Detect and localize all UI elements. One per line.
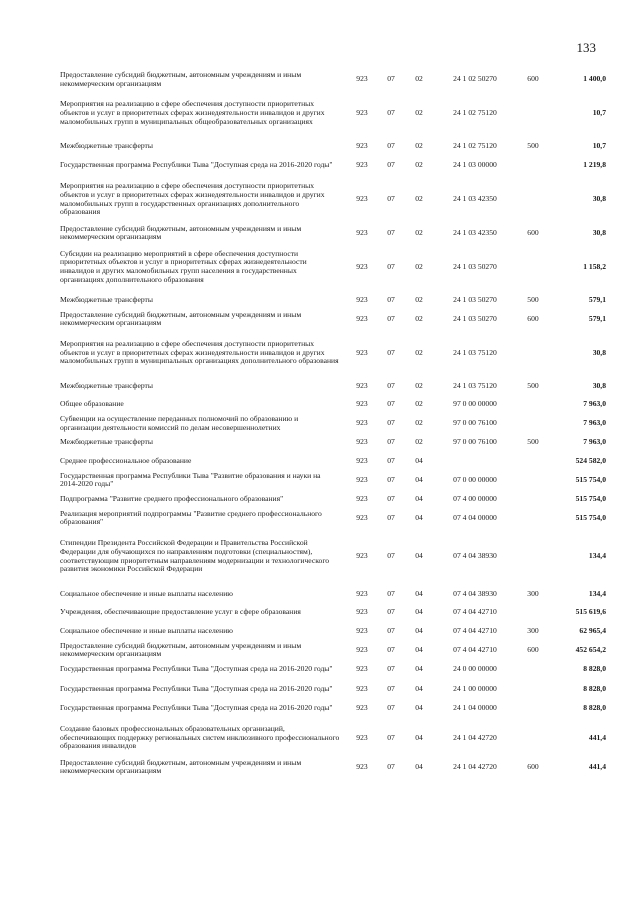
row-expense-type-code: 500	[527, 141, 539, 151]
row-amount: 1 158,2	[583, 261, 606, 271]
row-expense-type-code	[516, 528, 550, 585]
row-ved-code: 923	[356, 74, 368, 84]
table-row	[60, 758, 606, 778]
budget-table	[60, 70, 606, 777]
row-ved-code: 923	[356, 683, 368, 693]
row-amount: 8 828,0	[583, 664, 606, 674]
row-subsection-code: 02	[415, 437, 423, 447]
row-subsection-code: 04	[415, 761, 423, 771]
table-row	[60, 509, 606, 529]
row-section-code: 07	[387, 160, 395, 170]
row-section-code: 07	[387, 227, 395, 237]
row-target-article-code: 24 1 03 50270	[453, 294, 497, 304]
row-target-article-code: 24 1 03 50270	[453, 313, 497, 323]
row-section-code: 07	[387, 294, 395, 304]
row-subsection-code: 02	[415, 74, 423, 84]
row-ved-code: 923	[356, 551, 368, 561]
row-amount: 515 619,6	[575, 607, 606, 617]
row-amount: 62 965,4	[579, 625, 606, 635]
row-target-article-code: 24 1 03 42350	[453, 194, 497, 204]
row-subsection-code: 04	[415, 683, 423, 693]
row-name: Государственная программа Республики Тыва "Развитие образования и науки на 2014-2020 годы"	[60, 470, 321, 489]
row-amount: 30,8	[592, 194, 606, 204]
row-subsection-code: 02	[415, 108, 423, 118]
row-section-code: 07	[387, 683, 395, 693]
row-expense-type-code	[516, 243, 550, 291]
row-section-code: 07	[387, 703, 395, 713]
row-name: Субсидии на реализацию мероприятий в сфере обеспечения доступности приоритетных объектов и услуг в приоритетных сферах жизнедеятельности инвалидов и других маломобильных групп населения в государственных организациях дополнительного образования	[60, 248, 307, 284]
row-expense-type-code: 600	[527, 74, 539, 84]
row-amount: 515 754,0	[575, 512, 606, 522]
row-subsection-code: 02	[415, 380, 423, 390]
row-section-code: 07	[387, 474, 395, 484]
row-section-code: 07	[387, 108, 395, 118]
row-ved-code: 923	[356, 294, 368, 304]
row-subsection-code: 02	[415, 194, 423, 204]
row-target-article-code: 97 0 00 76100	[453, 418, 497, 428]
row-expense-type-code: 600	[527, 227, 539, 237]
row-ved-code: 923	[356, 732, 368, 742]
table-row	[60, 452, 606, 471]
row-ved-code: 923	[356, 418, 368, 428]
row-name: Социальное обеспечение и иные выплаты населению	[60, 625, 233, 635]
row-section-code: 07	[387, 74, 395, 84]
row-section-code: 07	[387, 644, 395, 654]
row-amount: 134,4	[588, 588, 606, 598]
row-section-code: 07	[387, 664, 395, 674]
row-amount: 579,1	[588, 313, 606, 323]
row-subsection-code: 04	[415, 607, 423, 617]
row-target-article-code: 24 1 04 00000	[453, 703, 497, 713]
row-ved-code: 923	[356, 313, 368, 323]
row-amount: 7 963,0	[583, 399, 606, 409]
row-section-code: 07	[387, 455, 395, 465]
row-expense-type-code: 600	[527, 644, 539, 654]
row-section-code: 07	[387, 551, 395, 561]
row-amount: 515 754,0	[575, 474, 606, 484]
row-expense-type-code	[516, 719, 550, 758]
row-subsection-code: 02	[415, 261, 423, 271]
row-ved-code: 923	[356, 227, 368, 237]
table-row	[60, 699, 606, 719]
table-row	[60, 660, 606, 680]
row-target-article-code: 24 0 00 00000	[453, 664, 497, 674]
row-section-code: 07	[387, 380, 395, 390]
table-row	[60, 243, 606, 291]
row-amount: 441,4	[588, 761, 606, 771]
row-amount: 515 754,0	[575, 493, 606, 503]
table-row	[60, 528, 606, 585]
row-subsection-code: 02	[415, 313, 423, 323]
row-target-article-code: 07 4 04 00000	[453, 512, 497, 522]
row-target-article-code	[434, 452, 516, 471]
table-row	[60, 396, 606, 415]
row-amount: 10,7	[592, 141, 606, 151]
table-row	[60, 490, 606, 509]
row-expense-type-code: 500	[527, 380, 539, 390]
row-name: Государственная программа Республики Тыва "Доступная среда на 2016-2020 годы"	[60, 703, 333, 713]
row-target-article-code: 24 1 04 42720	[453, 732, 497, 742]
row-amount: 1 219,8	[583, 160, 606, 170]
row-target-article-code: 24 1 03 50270	[453, 261, 497, 271]
row-name: Государственная программа Республики Тыва "Доступная среда на 2016-2020 годы"	[60, 664, 333, 674]
row-subsection-code: 02	[415, 347, 423, 357]
row-section-code: 07	[387, 261, 395, 271]
row-target-article-code: 97 0 00 76100	[453, 437, 497, 447]
row-section-code: 07	[387, 194, 395, 204]
row-section-code: 07	[387, 418, 395, 428]
row-name: Среднее профессиональное образование	[60, 455, 192, 465]
table-row	[60, 70, 606, 90]
row-amount: 30,8	[592, 380, 606, 390]
row-expense-type-code: 600	[527, 761, 539, 771]
row-expense-type-code	[516, 414, 550, 434]
row-ved-code: 923	[356, 625, 368, 635]
table-row	[60, 434, 606, 453]
row-subsection-code: 04	[415, 625, 423, 635]
row-section-code: 07	[387, 761, 395, 771]
table-row	[60, 138, 606, 157]
row-target-article-code: 24 1 03 75120	[453, 347, 497, 357]
row-name: Реализация мероприятий подпрограммы "Развитие среднего профессионального образования"	[60, 508, 322, 527]
row-subsection-code: 04	[415, 664, 423, 674]
row-ved-code: 923	[356, 607, 368, 617]
row-target-article-code: 07 4 04 38930	[453, 588, 497, 598]
row-target-article-code: 07 4 04 38930	[453, 551, 497, 561]
row-ved-code: 923	[356, 664, 368, 674]
row-expense-type-code: 300	[527, 588, 539, 598]
row-name: Государственная программа Республики Тыва "Доступная среда на 2016-2020 годы"	[60, 683, 333, 693]
row-amount: 452 654,2	[575, 644, 606, 654]
row-name: Подпрограмма "Развитие среднего профессионального образования"	[60, 493, 284, 503]
row-section-code: 07	[387, 512, 395, 522]
row-subsection-code: 04	[415, 551, 423, 561]
row-name: Межбюджетные трансферты	[60, 437, 153, 447]
row-name: Стипендии Президента Российской Федерации и Правительства Российской Федерации для обучающихся по направлениям подготовки (специальностям), соответствующим приоритетным направлениям модернизации и технологического развития экономики Российской Федерации	[60, 538, 330, 574]
row-expense-type-code: 300	[527, 625, 539, 635]
row-section-code: 07	[387, 437, 395, 447]
row-section-code: 07	[387, 493, 395, 503]
row-amount: 441,4	[588, 732, 606, 742]
row-ved-code: 923	[356, 493, 368, 503]
row-amount: 7 963,0	[583, 437, 606, 447]
row-subsection-code: 04	[415, 588, 423, 598]
row-amount: 8 828,0	[583, 683, 606, 693]
row-target-article-code: 07 4 00 00000	[453, 493, 497, 503]
row-target-article-code: 07 4 04 42710	[453, 644, 497, 654]
row-subsection-code: 02	[415, 399, 423, 409]
row-name: Создание базовых профессиональных образовательных организаций, обеспечивающих поддержку региональных систем инклюзивного профессионального образования инвалидов	[60, 723, 340, 751]
row-section-code: 07	[387, 625, 395, 635]
table-row	[60, 156, 606, 176]
table-row	[60, 604, 606, 623]
row-name: Предоставление субсидий бюджетным, автономным учреждениям и иным некоммерческим организациям	[60, 309, 302, 328]
row-ved-code: 923	[356, 644, 368, 654]
row-name: Мероприятия на реализацию в сфере обеспечения доступности приоритетных объектов и услуг в приоритетных сферах жизнедеятельности инвалидов и других маломобильных групп в муниципальных общеобразовательных организациях	[60, 99, 325, 126]
row-target-article-code: 97 0 00 00000	[453, 399, 497, 409]
row-expense-type-code	[516, 90, 550, 138]
row-ved-code: 923	[356, 761, 368, 771]
table-row	[60, 585, 606, 604]
row-name: Государственная программа Республики Тыва "Доступная среда на 2016-2020 годы"	[60, 160, 333, 170]
row-expense-type-code	[516, 452, 550, 471]
row-expense-type-code	[516, 176, 550, 224]
row-target-article-code: 24 1 03 75120	[453, 380, 497, 390]
row-ved-code: 923	[356, 512, 368, 522]
table-row	[60, 224, 606, 244]
row-target-article-code: 24 1 03 42350	[453, 227, 497, 237]
row-section-code: 07	[387, 347, 395, 357]
table-row	[60, 310, 606, 330]
row-target-article-code: 24 1 02 75120	[453, 108, 497, 118]
table-row	[60, 641, 606, 661]
table-row	[60, 719, 606, 758]
row-name: Предоставление субсидий бюджетным, автономным учреждениям и иным некоммерческим организациям	[60, 640, 302, 659]
row-expense-type-code	[516, 156, 550, 176]
row-ved-code: 923	[356, 108, 368, 118]
row-amount: 579,1	[588, 294, 606, 304]
table-row	[60, 291, 606, 310]
row-subsection-code: 02	[415, 160, 423, 170]
row-target-article-code: 07 4 04 42710	[453, 625, 497, 635]
row-name: Предоставление субсидий бюджетным, автономным учреждениям и иным некоммерческим организациям	[60, 757, 302, 776]
row-expense-type-code: 600	[527, 313, 539, 323]
row-subsection-code: 02	[415, 418, 423, 428]
row-ved-code: 923	[356, 455, 368, 465]
table-row	[60, 377, 606, 396]
row-ved-code: 923	[356, 437, 368, 447]
row-name: Межбюджетные трансферты	[60, 294, 153, 304]
table-row	[60, 90, 606, 138]
row-amount: 7 963,0	[583, 418, 606, 428]
row-expense-type-code	[516, 509, 550, 529]
table-row	[60, 680, 606, 700]
row-name: Предоставление субсидий бюджетным, автономным учреждениям и иным некоммерческим организациям	[60, 70, 302, 88]
row-subsection-code: 04	[415, 493, 423, 503]
row-amount: 30,8	[592, 347, 606, 357]
row-target-article-code: 07 4 04 42710	[453, 607, 497, 617]
row-subsection-code: 02	[415, 227, 423, 237]
row-name: Социальное обеспечение и иные выплаты населению	[60, 588, 233, 598]
row-name: Мероприятия на реализацию в сфере обеспечения доступности приоритетных объектов и услуг в приоритетных сферах жизнедеятельности инвалидов и других маломобильных групп в государственных организациях дополнительного образования	[60, 181, 325, 217]
row-ved-code: 923	[356, 588, 368, 598]
row-name: Субвенции на осуществление переданных полномочий по образованию и организации деятельности комиссий по делам несовершеннолетних	[60, 414, 299, 432]
row-name: Межбюджетные трансферты	[60, 141, 153, 151]
row-amount: 1 400,0	[583, 74, 606, 84]
row-name: Учреждения, обеспечивающие предоставление услуг в сфере образования	[60, 607, 301, 617]
page-number: 133	[576, 40, 596, 55]
row-ved-code: 923	[356, 703, 368, 713]
row-ved-code: 923	[356, 194, 368, 204]
row-ved-code: 923	[356, 380, 368, 390]
row-amount: 30,8	[592, 227, 606, 237]
row-expense-type-code: 500	[527, 294, 539, 304]
row-expense-type-code	[516, 329, 550, 377]
row-target-article-code: 07 0 00 00000	[453, 474, 497, 484]
row-expense-type-code	[516, 490, 550, 509]
row-expense-type-code	[516, 660, 550, 680]
row-section-code: 07	[387, 141, 395, 151]
row-subsection-code: 04	[415, 512, 423, 522]
row-expense-type-code	[516, 680, 550, 700]
row-section-code: 07	[387, 313, 395, 323]
row-subsection-code: 04	[415, 732, 423, 742]
row-subsection-code: 04	[415, 703, 423, 713]
row-subsection-code: 04	[415, 474, 423, 484]
row-section-code: 07	[387, 399, 395, 409]
table-row	[60, 176, 606, 224]
row-expense-type-code	[516, 471, 550, 491]
row-name: Предоставление субсидий бюджетным, автономным учреждениям и иным некоммерческим организациям	[60, 223, 302, 242]
row-ved-code: 923	[356, 261, 368, 271]
row-expense-type-code	[516, 396, 550, 415]
row-ved-code: 923	[356, 160, 368, 170]
row-name: Мероприятия на реализацию в сфере обеспечения доступности приоритетных объектов и услуг в приоритетных сферах жизнедеятельности инвалидов и других маломобильных групп в муниципальных организациях дополнительного образования	[60, 338, 339, 366]
row-ved-code: 923	[356, 347, 368, 357]
row-ved-code: 923	[356, 399, 368, 409]
row-target-article-code: 24 1 02 75120	[453, 141, 497, 151]
row-amount: 134,4	[588, 551, 606, 561]
row-expense-type-code	[516, 699, 550, 719]
row-name: Общее образование	[60, 399, 124, 409]
row-target-article-code: 24 1 03 00000	[453, 160, 497, 170]
table-row	[60, 471, 606, 491]
row-subsection-code: 04	[415, 455, 423, 465]
row-expense-type-code	[516, 604, 550, 623]
table-row	[60, 329, 606, 377]
row-target-article-code: 24 1 02 50270	[453, 74, 497, 84]
row-target-article-code: 24 1 00 00000	[453, 683, 497, 693]
row-name: Межбюджетные трансферты	[60, 380, 153, 390]
row-subsection-code: 02	[415, 294, 423, 304]
row-subsection-code: 02	[415, 141, 423, 151]
row-ved-code: 923	[356, 141, 368, 151]
row-ved-code: 923	[356, 474, 368, 484]
budget-table-body	[60, 70, 606, 777]
row-target-article-code: 24 1 04 42720	[453, 761, 497, 771]
row-subsection-code: 04	[415, 644, 423, 654]
row-amount: 10,7	[592, 108, 606, 118]
row-section-code: 07	[387, 732, 395, 742]
table-row	[60, 414, 606, 434]
row-expense-type-code: 500	[527, 437, 539, 447]
row-amount: 524 582,0	[575, 455, 606, 465]
row-section-code: 07	[387, 607, 395, 617]
table-row	[60, 622, 606, 641]
row-section-code: 07	[387, 588, 395, 598]
row-amount: 8 828,0	[583, 703, 606, 713]
